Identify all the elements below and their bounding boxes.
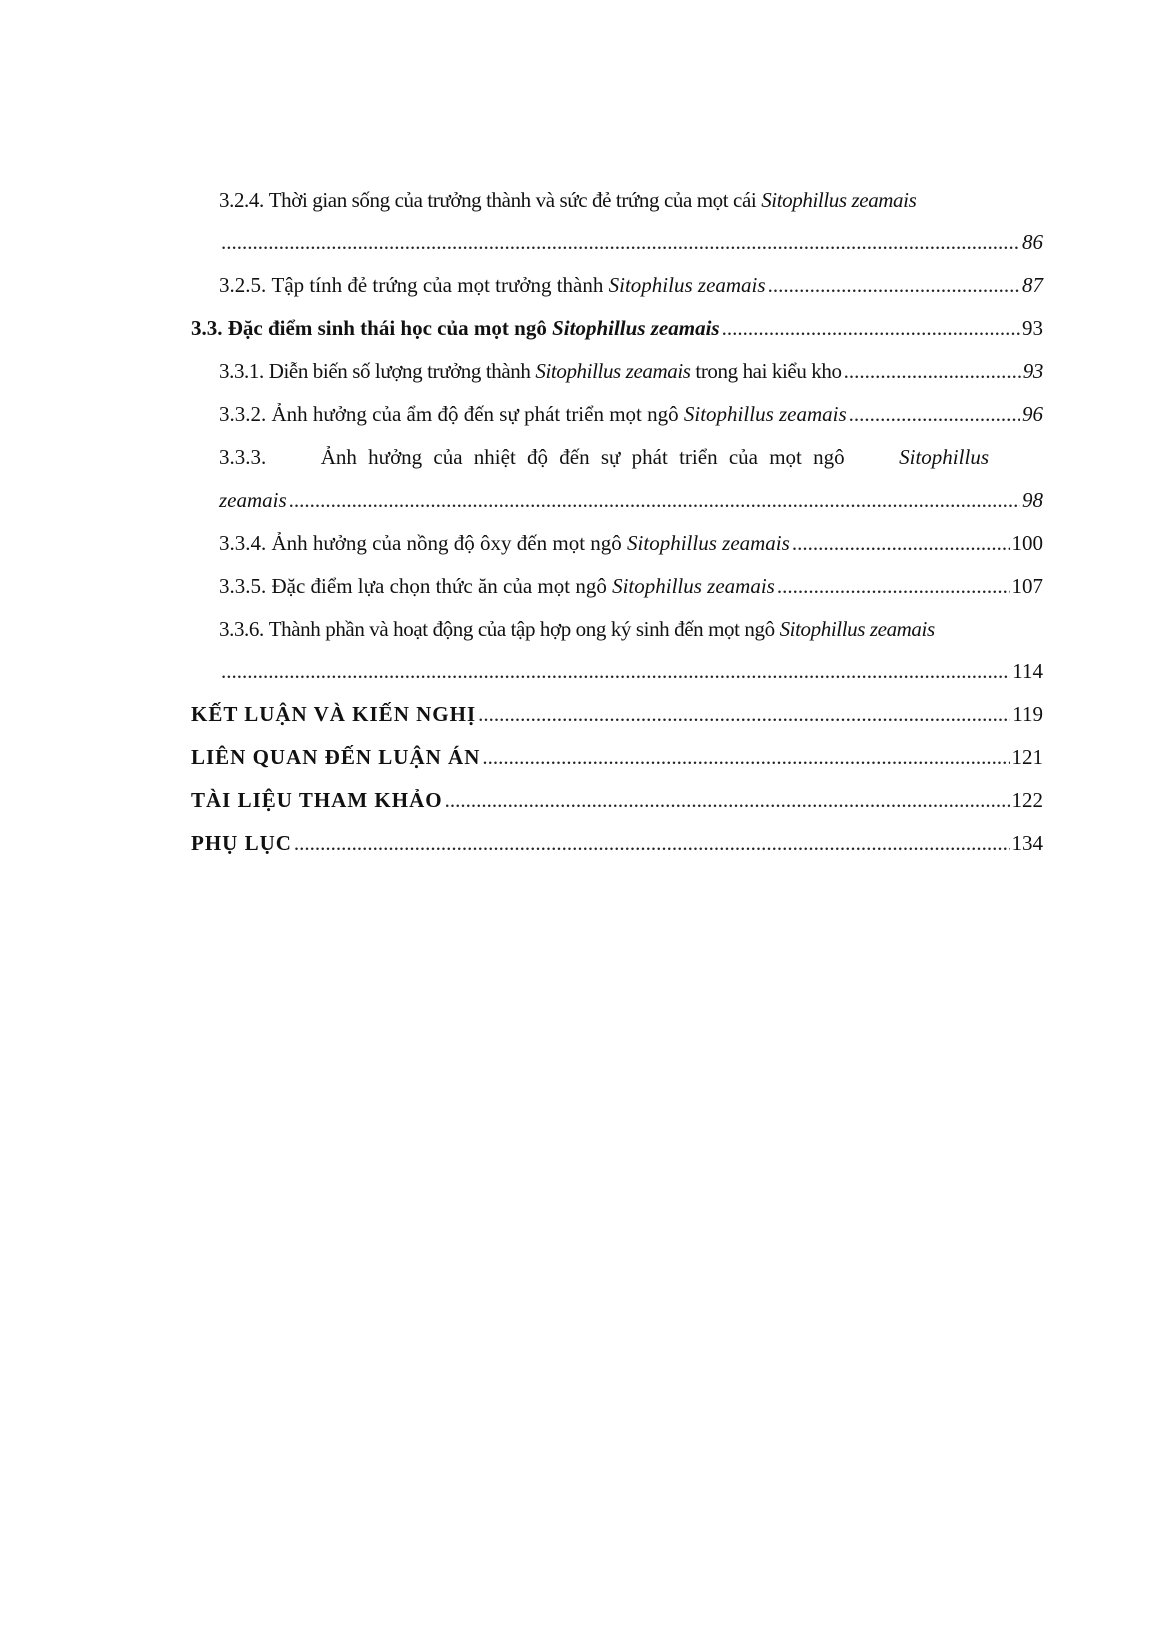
entry-title: Ảnh hưởng của nhiệt độ đến sự phát triển của mọt ngô xyxy=(320,445,845,469)
species-name: Sitophillus zeamais xyxy=(612,574,775,598)
entry-title: Diễn biến số lượng trưởng thành xyxy=(268,359,531,383)
toc-entry-3-2-4 xyxy=(219,185,989,215)
entry-number: 3.3.3. xyxy=(219,445,267,469)
toc-entry-3-2-5 xyxy=(219,270,1043,300)
entry-title: LIÊN QUAN ĐẾN LUẬN ÁN xyxy=(191,745,481,769)
page-number: 93 xyxy=(1022,359,1043,383)
entry-number: 3.2.4. xyxy=(219,188,264,212)
entry-number: 3.3. xyxy=(191,316,223,340)
toc-entry-3-3-3-cont xyxy=(219,485,1043,515)
entry-title-suffix: trong hai kiểu kho xyxy=(695,359,842,383)
page-number: 119 xyxy=(1012,702,1043,726)
entry-title: Ảnh hưởng của nồng độ ôxy đến mọt ngô xyxy=(271,531,622,555)
entry-title: KẾT LUẬN VÀ KIẾN NGHỊ xyxy=(191,702,477,726)
entry-number: 3.3.6. xyxy=(219,617,264,641)
page-number: 96 xyxy=(1022,402,1043,426)
leader-dots xyxy=(849,399,1020,429)
page-number: 93 xyxy=(1022,316,1043,340)
toc-entry-3-2-4-cont xyxy=(219,227,1043,257)
entry-title: Đặc điểm lựa chọn thức ăn của mọt ngô xyxy=(271,574,607,598)
toc-entry-appendix xyxy=(191,828,1043,858)
entry-number: 3.2.5. xyxy=(219,273,267,297)
page-number: 121 xyxy=(1011,745,1043,769)
leader-dots xyxy=(768,270,1020,300)
entry-number: 3.3.4. xyxy=(219,531,267,555)
leader-dots xyxy=(792,528,1010,558)
species-name: Sitophillus zeamais xyxy=(627,531,790,555)
page-number: 107 xyxy=(1011,574,1043,598)
page-number: 87 xyxy=(1022,273,1043,297)
leader-dots xyxy=(478,699,1010,729)
page-number: 98 xyxy=(1022,488,1043,512)
toc-entry-references xyxy=(191,785,1043,815)
species-name: Sitophilus zeamais xyxy=(608,273,766,297)
species-name: Sitophillus zeamais xyxy=(552,316,720,340)
leader-dots xyxy=(221,227,1020,257)
entry-title: Thời gian sống của trưởng thành và sức đẻ trứng của mọt cái xyxy=(268,188,757,212)
page-number: 134 xyxy=(1011,831,1043,855)
leader-dots xyxy=(722,313,1020,343)
leader-dots xyxy=(289,485,1020,515)
page-number: 114 xyxy=(1012,659,1043,683)
page-number: 86 xyxy=(1022,230,1043,254)
leader-dots xyxy=(482,742,1009,772)
leader-dots xyxy=(844,356,1021,386)
species-name: Sitophillus zeamais xyxy=(683,402,847,426)
toc-entry-3-3-6-cont xyxy=(219,656,1043,686)
species-name: Sitophillus zeamais xyxy=(535,359,691,383)
toc-entry-3-3-5 xyxy=(219,571,1043,601)
species-name: zeamais xyxy=(219,488,287,512)
toc-entry-conclusion xyxy=(191,699,1043,729)
entry-title: Tập tính đẻ trứng của mọt trưởng thành xyxy=(271,273,604,297)
toc-entry-3-3-3 xyxy=(219,442,989,472)
leader-dots xyxy=(294,828,1010,858)
species-name: Sitophillus zeamais xyxy=(761,188,917,212)
entry-number: 3.3.2. xyxy=(219,402,267,426)
species-name: Sitophillus zeamais xyxy=(779,617,935,641)
entry-title: PHỤ LỤC xyxy=(191,831,292,855)
toc-entry-3-3-1 xyxy=(219,356,1043,386)
entry-title: Đặc điểm sinh thái học của mọt ngô xyxy=(227,316,547,340)
toc-entry-3-3-4 xyxy=(219,528,1043,558)
toc-entry-related xyxy=(191,742,1043,772)
page-number: 100 xyxy=(1011,531,1043,555)
entry-title: TÀI LIỆU THAM KHẢO xyxy=(191,788,443,812)
entry-title: Ảnh hưởng của ẩm độ đến sự phát triển mọt ngô xyxy=(271,402,679,426)
toc-entry-3-3-2 xyxy=(219,399,1043,429)
toc-entry-3-3-6 xyxy=(219,614,989,644)
entry-title: Thành phần và hoạt động của tập hợp ong ký sinh đến mọt ngô xyxy=(268,617,775,641)
page-number: 122 xyxy=(1011,788,1043,812)
species-name: Sitophillus xyxy=(899,445,989,469)
leader-dots xyxy=(221,656,1010,686)
toc-entry-3-3 xyxy=(191,313,1043,343)
leader-dots xyxy=(445,785,1010,815)
entry-number: 3.3.5. xyxy=(219,574,267,598)
leader-dots xyxy=(777,571,1010,601)
entry-number: 3.3.1. xyxy=(219,359,264,383)
